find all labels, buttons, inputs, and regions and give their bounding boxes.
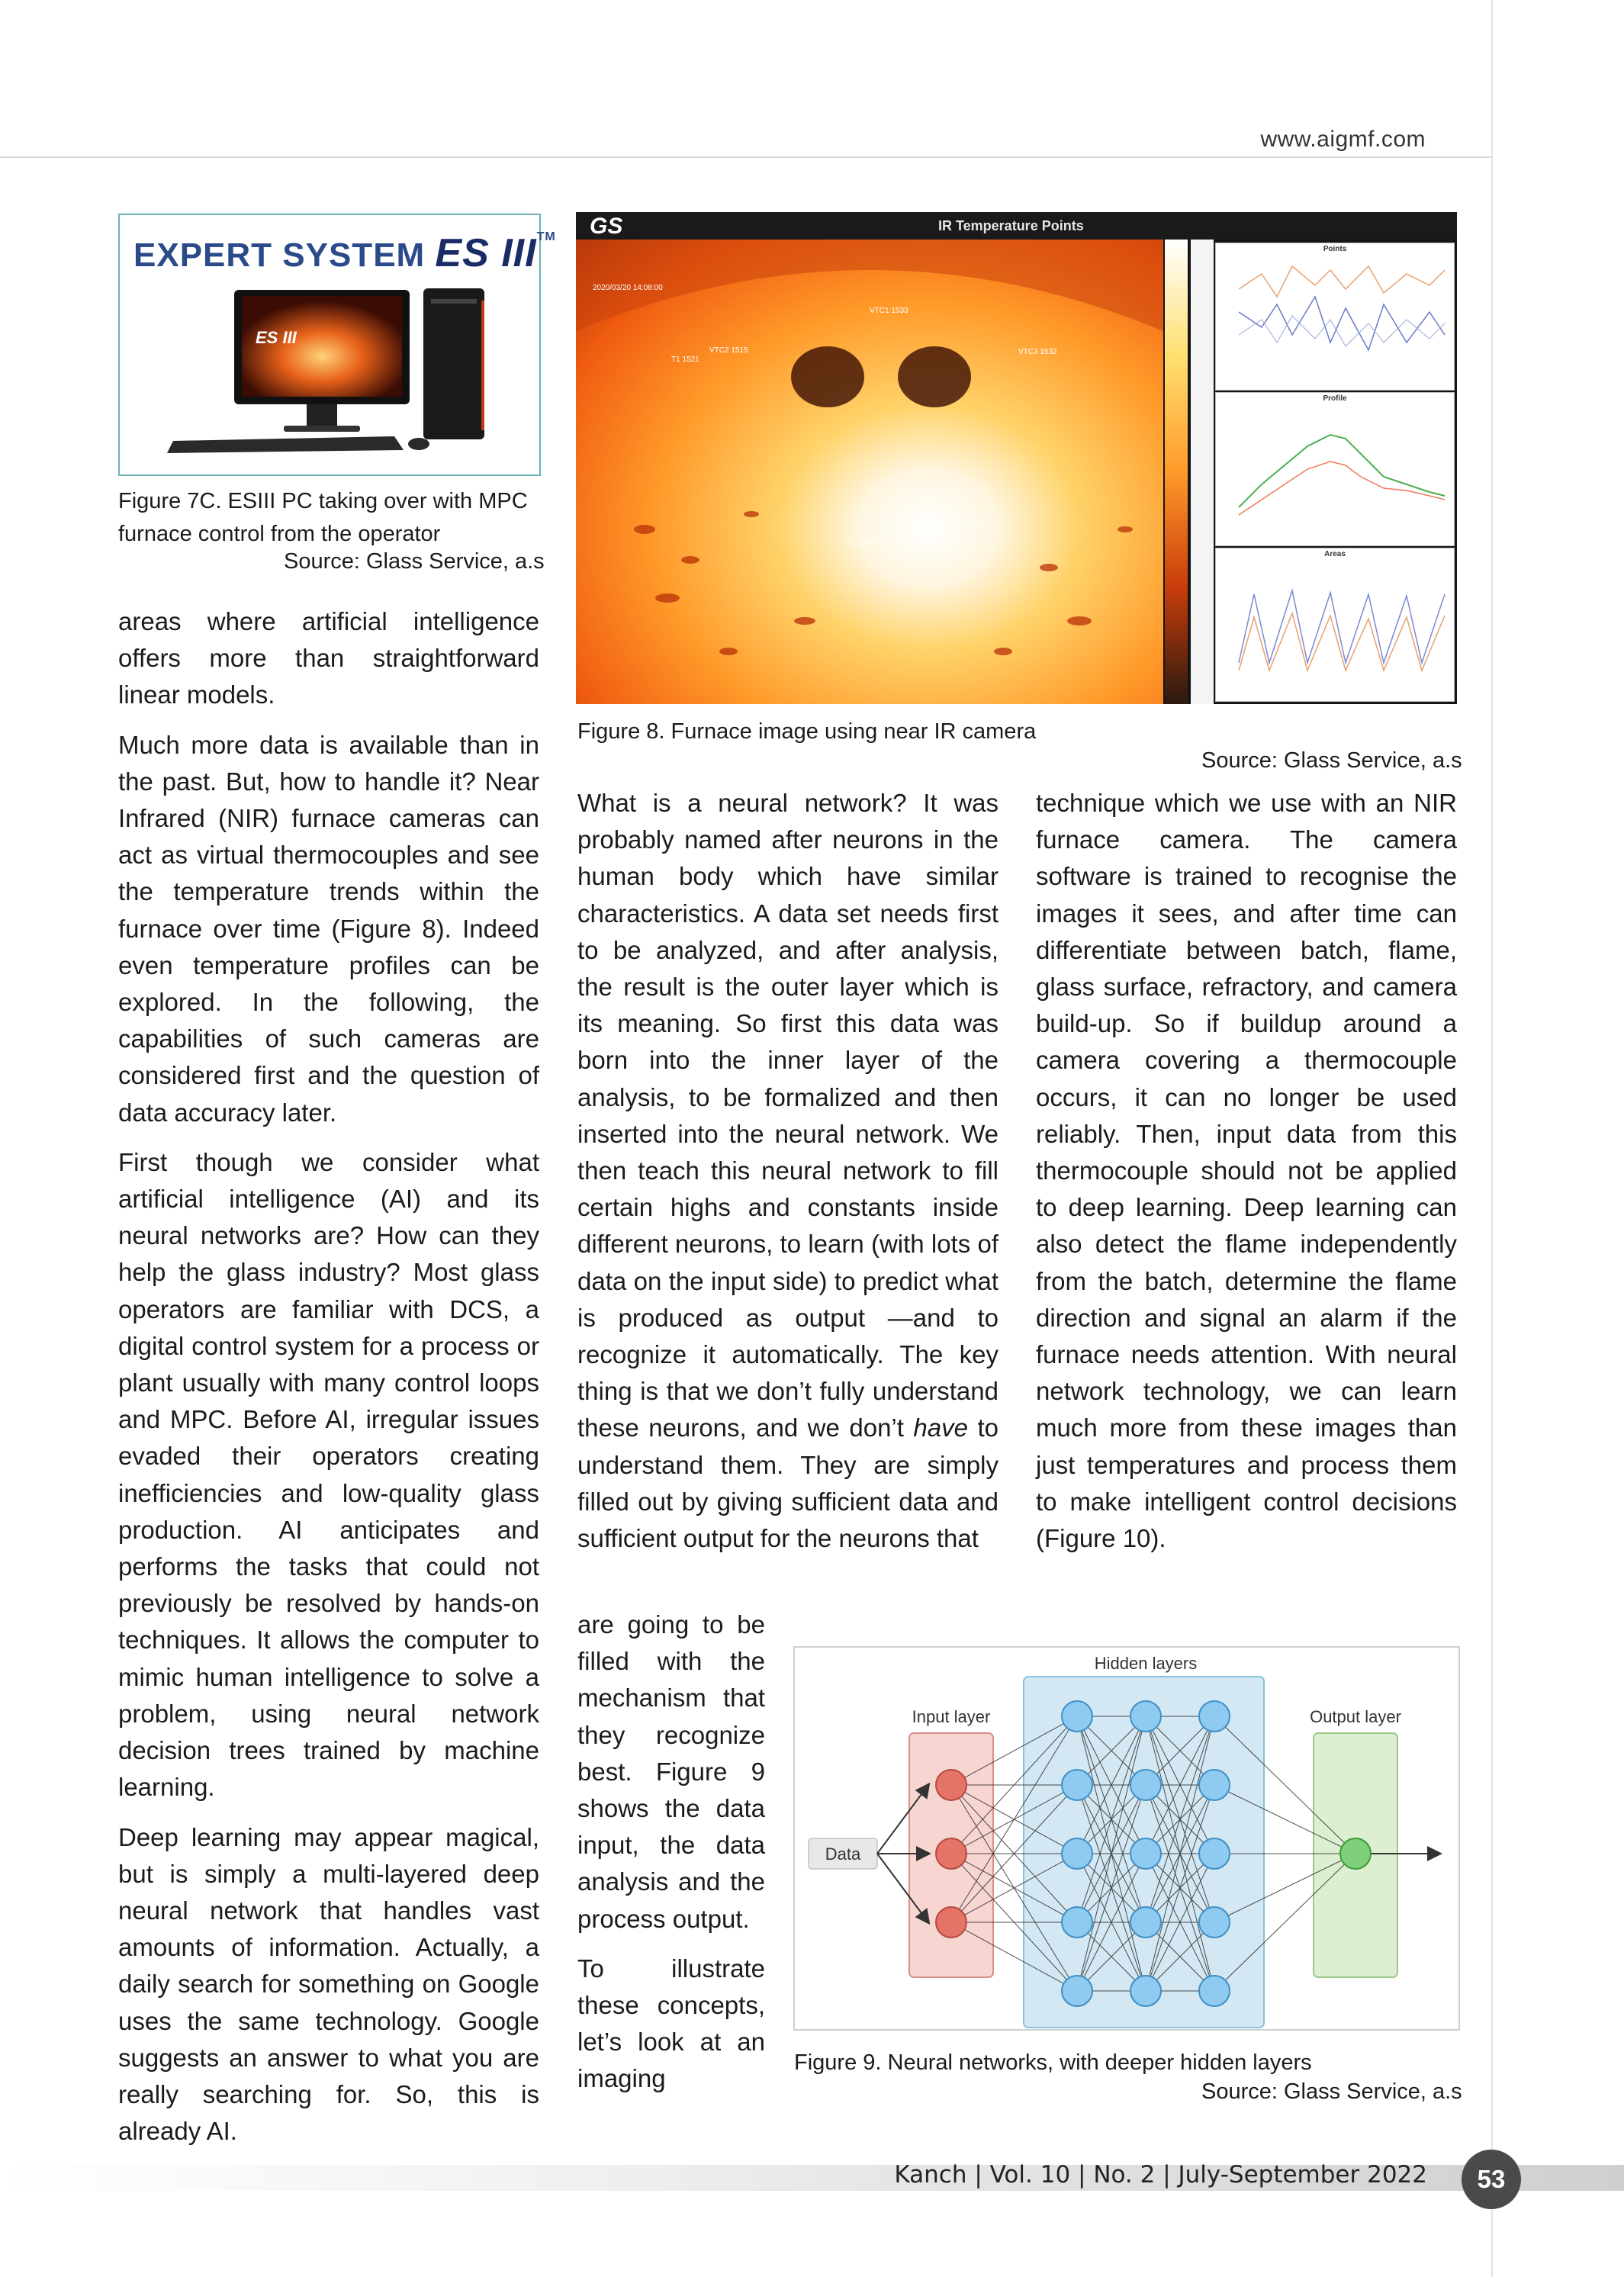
points-panel: Points — [1215, 243, 1455, 391]
ir-label-vtc3: VTC3 1532 — [1018, 348, 1057, 356]
hidden-neuron-l2 — [1130, 1838, 1161, 1869]
hidden-neuron-l3 — [1199, 1838, 1230, 1869]
hidden-neuron-l1 — [1062, 1770, 1092, 1800]
areas-panel: Areas — [1215, 548, 1455, 702]
col1-paragraph-1: areas where artificial intelligence offers more than straightforward linear models. — [118, 607, 539, 709]
gs-logo: GS — [590, 214, 623, 239]
header-rule — [0, 156, 1491, 158]
figure-7c-image — [118, 214, 556, 476]
column-2-lower — [577, 1606, 765, 2111]
hidden-neuron-l3 — [1199, 1701, 1230, 1732]
ir-label-vtc1: VTC1 1533 — [870, 307, 908, 315]
hidden-neuron-l3 — [1199, 1976, 1230, 2006]
col1-paragraph-3: First though we consider what artificial intelligence (AI) and its neural networks are? How can they help the glass industry? Most glass operators are familiar with DCS, a digital control system for a process or plant usually with many control loops and MPC. Before AI, irregular issues evaded their operators creating inefficiencies and low-quality glass production. AI anticipates and performs the tasks that could not previously be resolved by hands-on techniques. It allows the computer to mimic human intelligence to solve a problem, using neural network decision trees trained by machine learning. — [118, 1147, 539, 1802]
figure-7c-caption: Figure 7C. ESIII PC taking over with MPC furnace control from the operator — [118, 489, 528, 546]
hidden-neuron-l2 — [1130, 1701, 1161, 1732]
figure-8-caption: Figure 8. Furnace image using near IR camera — [577, 719, 1037, 744]
data-label: Data — [825, 1844, 861, 1864]
monitor-es-text: ES III — [256, 328, 297, 347]
neural-network-diagram — [795, 1648, 1458, 2029]
figure-7c-source: Source: Glass Service, a.s — [284, 549, 545, 574]
figure-8-source: Source: Glass Service, a.s — [1201, 748, 1462, 773]
col2-paragraph-1-continued: are going to be filled with the mechanism that they recognize best. Figure 9 shows the data input, the data analysis and the process output. — [577, 1610, 765, 1933]
ir-title: IR Temperature Points — [938, 218, 1084, 233]
page-number-badge: 53 — [1462, 2150, 1521, 2209]
temperature-scale-ticks — [1191, 240, 1214, 704]
figure-9-source: Source: Glass Service, a.s — [1201, 2079, 1462, 2104]
hidden-neuron-l1 — [1062, 1976, 1092, 2006]
ir-label-t1-floor: T1 1555 — [847, 539, 875, 547]
input-neuron — [936, 1907, 966, 1938]
furnace-thermal-image — [576, 240, 1163, 704]
profile-panel: Profile — [1215, 392, 1455, 546]
hidden-neuron-l2 — [1130, 1770, 1161, 1800]
footer-issue-info: Kanch | Vol. 10 | No. 2 | July-September 2022 — [894, 2161, 1427, 2189]
col1-paragraph-2: Much more data is available than in the past. But, how to handle it? Near Infrared (NIR) furnace cameras can act as virtual thermocouples and see the temperature trends within the furnace over time (Figure 8). Indeed even temperature profiles can be explored. In the following, the capabilities of such cameras are considered first and the question of data accuracy later. — [118, 730, 539, 1127]
hidden-neuron-l3 — [1199, 1907, 1230, 1938]
col3-paragraph-1: technique which we use with an NIR furnace camera. The camera software is trained to recognise the images it sees, and after time can differentiate between batch, flame, glass surface, refractory, and camera build-up. So if buildup around a camera covering a thermocouple occurs, it can no longer be used reliably. Then, input data from this thermocouple should not be applied to deep learning. Deep learning can also detect the flame independently from the batch, determine the flame direction and signal an alarm if the furnace needs attention. With neural network technology, we can learn much more from these images than just temperatures and process them to make intelligent control decisions (Figure 10). — [1036, 789, 1457, 1553]
column-1 — [118, 603, 539, 2163]
input-neuron — [936, 1770, 966, 1800]
ir-label-t1: T1 1521 — [671, 355, 699, 364]
hidden-neuron-l2 — [1130, 1976, 1161, 2006]
input-neuron — [936, 1838, 966, 1869]
pc-illustration — [120, 215, 539, 474]
hidden-neuron-l1 — [1062, 1701, 1092, 1732]
column-2-upper — [577, 785, 999, 1557]
ir-timestamp: 2020/03/20 14:08:00 — [593, 284, 663, 292]
col2-paragraph-1: What is a neural network? It was probably named after neurons in the human body which have similar characteristics. A data set needs first to be analyzed, and after analysis, the result is the outer layer which is its meaning. So first this data was born into the inner layer of the analysis, to be formalized and then inserted into the neural network. We then teach this neural network to fill certain highs and constants inside different neurons, to learn (with lots of data on the input side) to predict what is produced as output —and to recognize it automatically. The key thing is that we don’t fully understand these neurons, and we don’t have to understand them. They are simply filled out by giving sufficient data and sufficient output for the neurons that — [577, 789, 999, 1553]
hidden-layers-label: Hidden layers — [1094, 1654, 1198, 1673]
hidden-neuron-l2 — [1130, 1907, 1161, 1938]
ir-toolbar — [576, 212, 1457, 240]
output-layer-label: Output layer — [1310, 1707, 1401, 1726]
col2-paragraph-2: To illustrate these concepts, let’s look at an imaging — [577, 1954, 765, 2093]
figure-8-image — [576, 212, 1457, 704]
col1-paragraph-4: Deep learning may appear magical, but is simply a multi-layered deep neural network that handles vast amounts of information. Actually, a daily search for something on Google uses the same technology. Google suggests an answer to what you are really searching for. So, this is already AI. — [118, 1822, 539, 2146]
expert-system-logo: EXPERT SYSTEM ES III™ — [133, 230, 556, 275]
output-neuron — [1340, 1838, 1371, 1869]
figure-9-caption: Figure 9. Neural networks, with deeper hidden layers — [794, 2050, 1312, 2075]
temperature-scale-bar — [1165, 240, 1188, 704]
column-3 — [1036, 785, 1457, 1570]
figure-9-image — [793, 1646, 1460, 2031]
page-edge-rule — [1491, 0, 1493, 2277]
hidden-neuron-l1 — [1062, 1907, 1092, 1938]
input-layer-label: Input layer — [912, 1707, 991, 1726]
ir-label-vtc2: VTC2 1515 — [709, 346, 748, 355]
hidden-neuron-l3 — [1199, 1770, 1230, 1800]
hidden-neuron-l1 — [1062, 1838, 1092, 1869]
website-url[interactable]: www.aigmf.com — [1260, 127, 1426, 152]
